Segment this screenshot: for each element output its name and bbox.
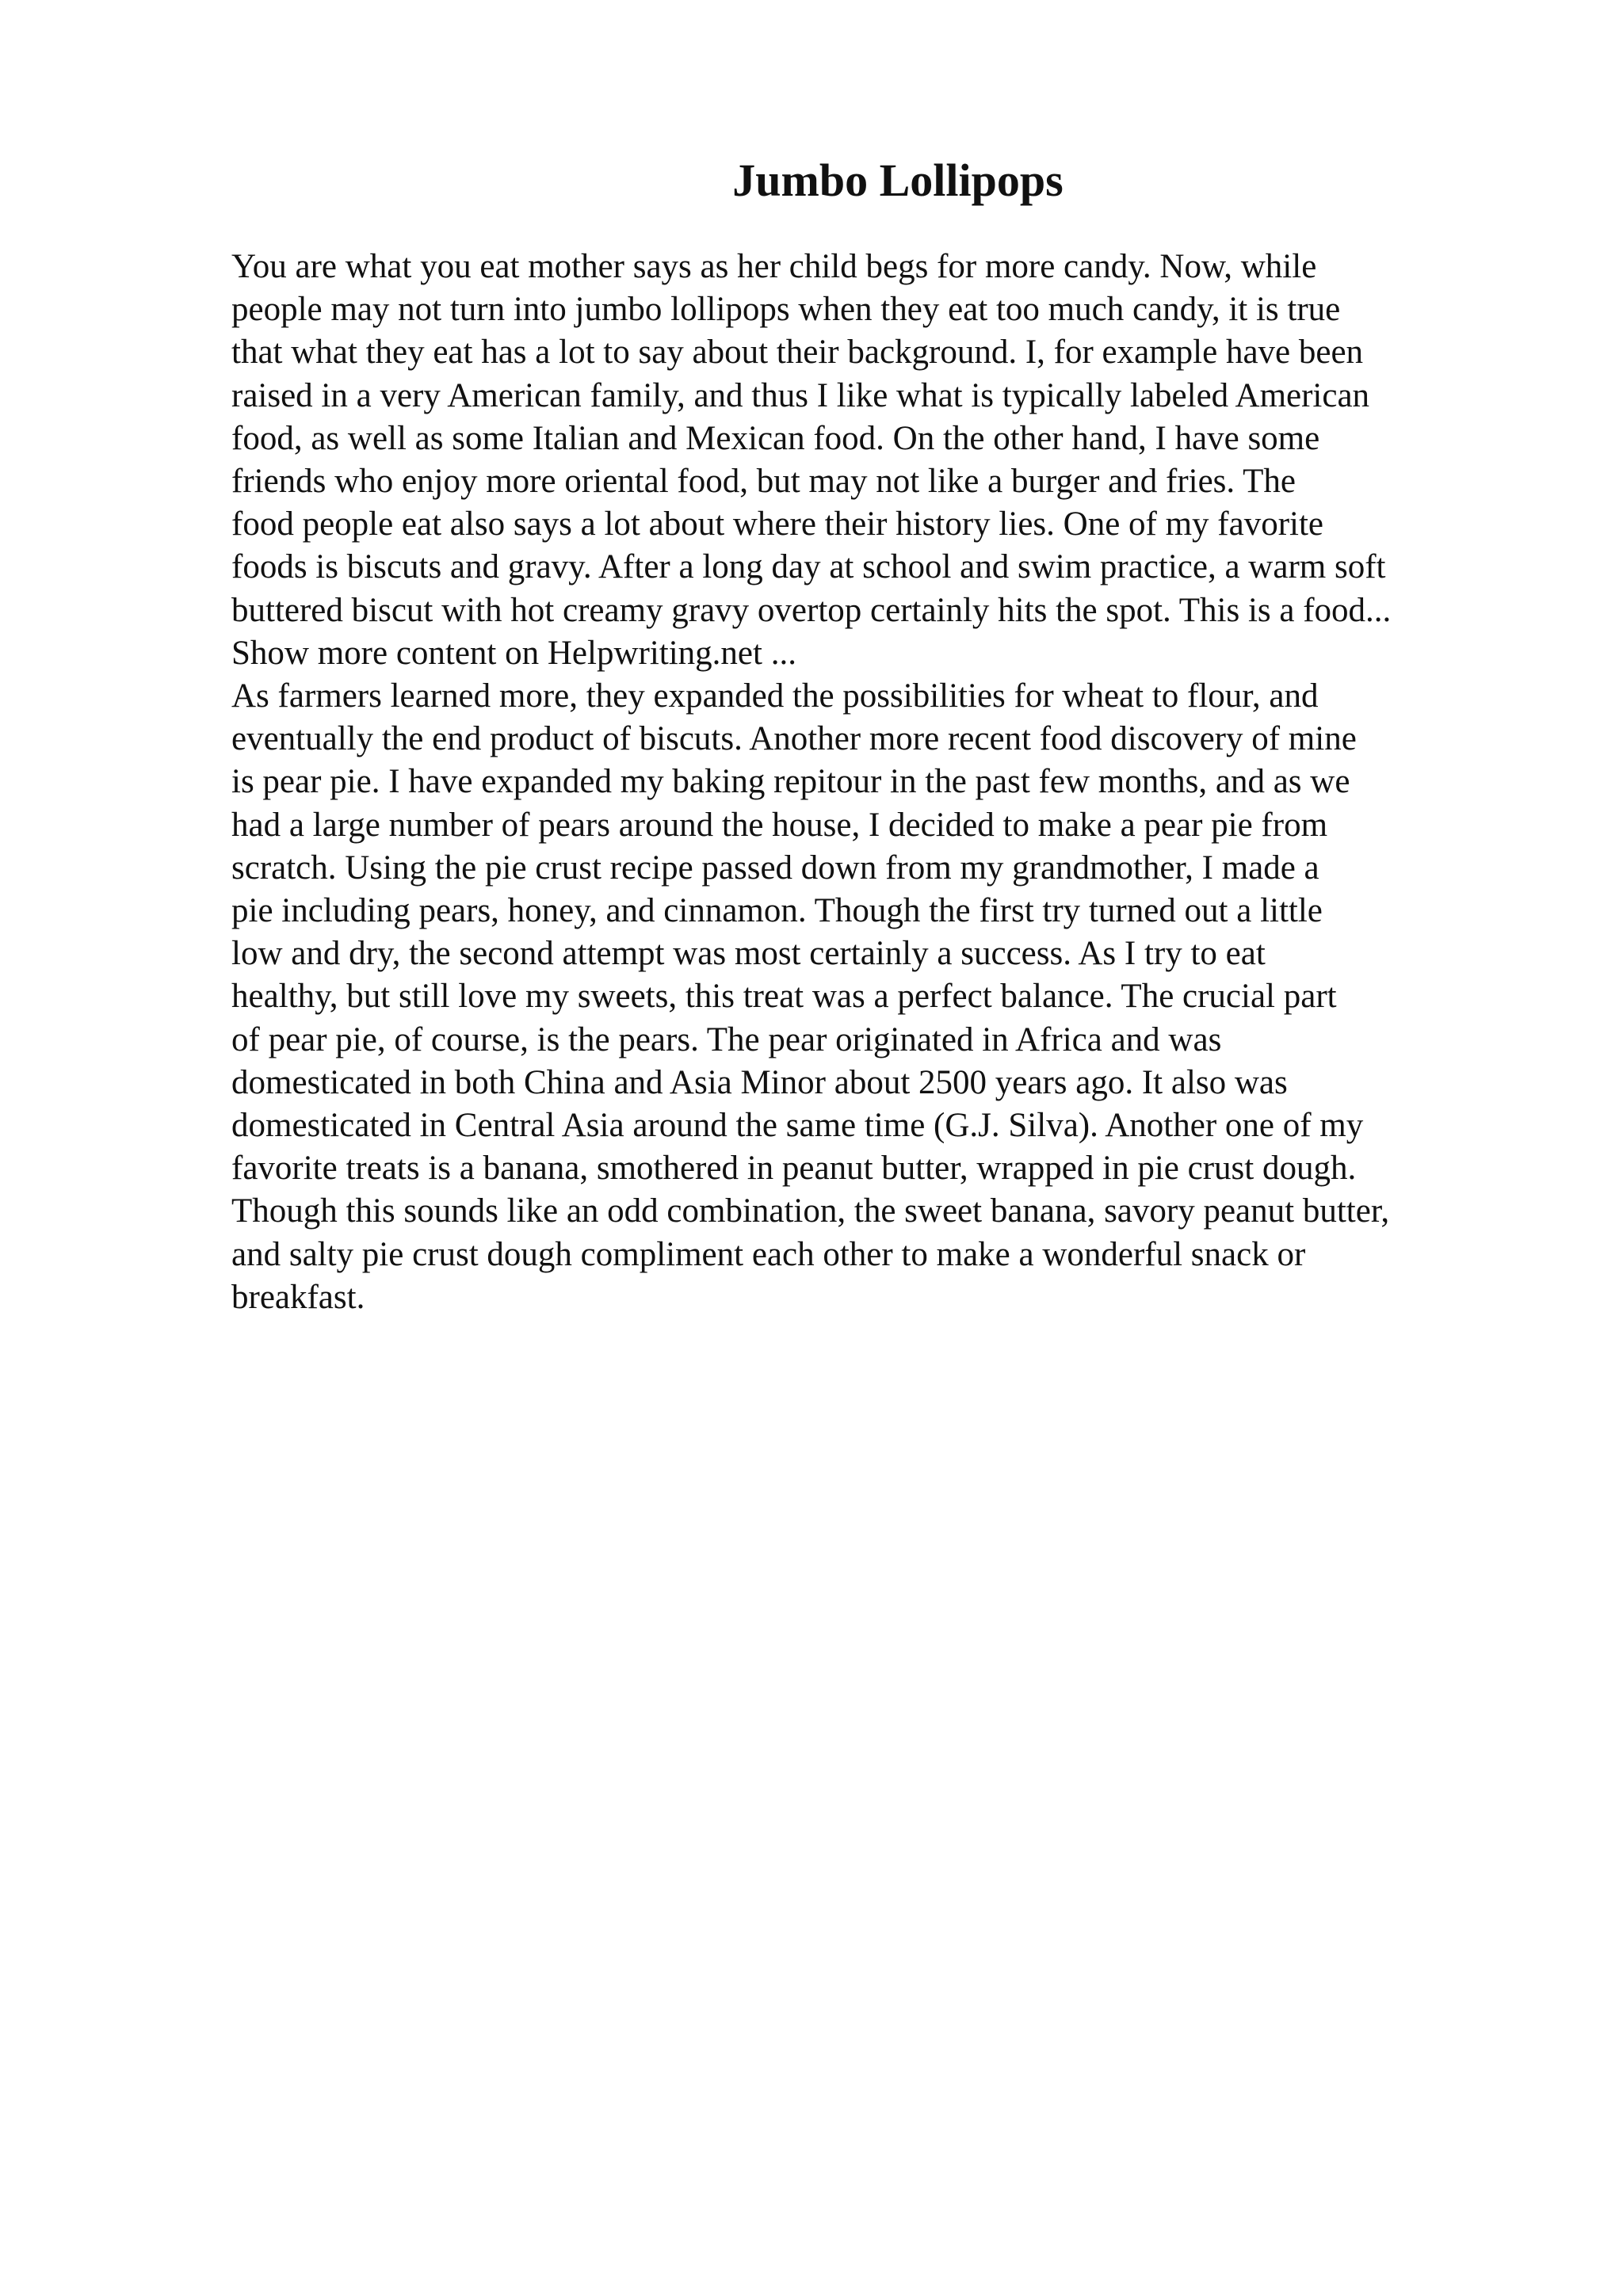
text-line: favorite treats is a banana, smothered in peanut butter, wrapped in pie crust dough. [231,1150,1357,1188]
text-line: of pear pie, of course, is the pears. The pear originated in Africa and was [231,1020,1222,1058]
text-line: food people eat also says a lot about where their history lies. One of my favorite [231,505,1323,543]
text-line: pie including pears, honey, and cinnamon. Though the first try turned out a little [231,892,1323,930]
text-line: that what they eat has a lot to say about their background. I, for example have been [231,334,1364,372]
text-line: low and dry, the second attempt was most certainly a success. As I try to eat [231,935,1266,973]
text-line: Though this sounds like an odd combination, the sweet banana, savory peanut butter, [231,1192,1390,1230]
text-line: and salty pie crust dough compliment each other to make a wonderful snack or [231,1235,1306,1273]
text-line: scratch. Using the pie crust recipe passed down from my grandmother, I made a [231,849,1319,887]
text-line: domesticated in both China and Asia Minor about 2500 years ago. It also was [231,1063,1288,1101]
text-line: healthy, but still love my sweets, this treat was a perfect balance. The crucial part [231,978,1337,1016]
text-line: people may not turn into jumbo lollipops when they eat too much candy, it is true [231,291,1341,329]
text-line: had a large number of pears around the house, I decided to make a pear pie from [231,806,1328,844]
text-line: eventually the end product of biscuts. Another more recent food discovery of mine [231,720,1357,758]
page-title: Jumbo Lollipops [732,154,1064,206]
text-line: breakfast. [231,1278,365,1316]
text-line: buttered biscut with hot creamy gravy overtop certainly hits the spot. This is a food... [231,591,1392,629]
text-line: You are what you eat mother says as her child begs for more candy. Now, while [231,248,1317,285]
show-more-line: Show more content on Helpwriting.net ... [231,634,796,672]
text-line: As farmers learned more, they expanded the possibilities for wheat to flour, and [231,677,1319,715]
text-line: domesticated in Central Asia around the same time (G.J. Silva). Another one of my [231,1107,1364,1145]
text-line: foods is biscuts and gravy. After a long day at school and swim practice, a warm soft [231,548,1386,586]
text-line: friends who enjoy more oriental food, but may not like a burger and fries. The [231,463,1296,501]
text-line: raised in a very American family, and thus I like what is typically labeled American [231,376,1370,414]
body-text [231,246,1579,1319]
text-line: food, as well as some Italian and Mexican food. On the other hand, I have some [231,419,1320,457]
text-line: is pear pie. I have expanded my baking repitour in the past few months, and as we [231,763,1350,801]
